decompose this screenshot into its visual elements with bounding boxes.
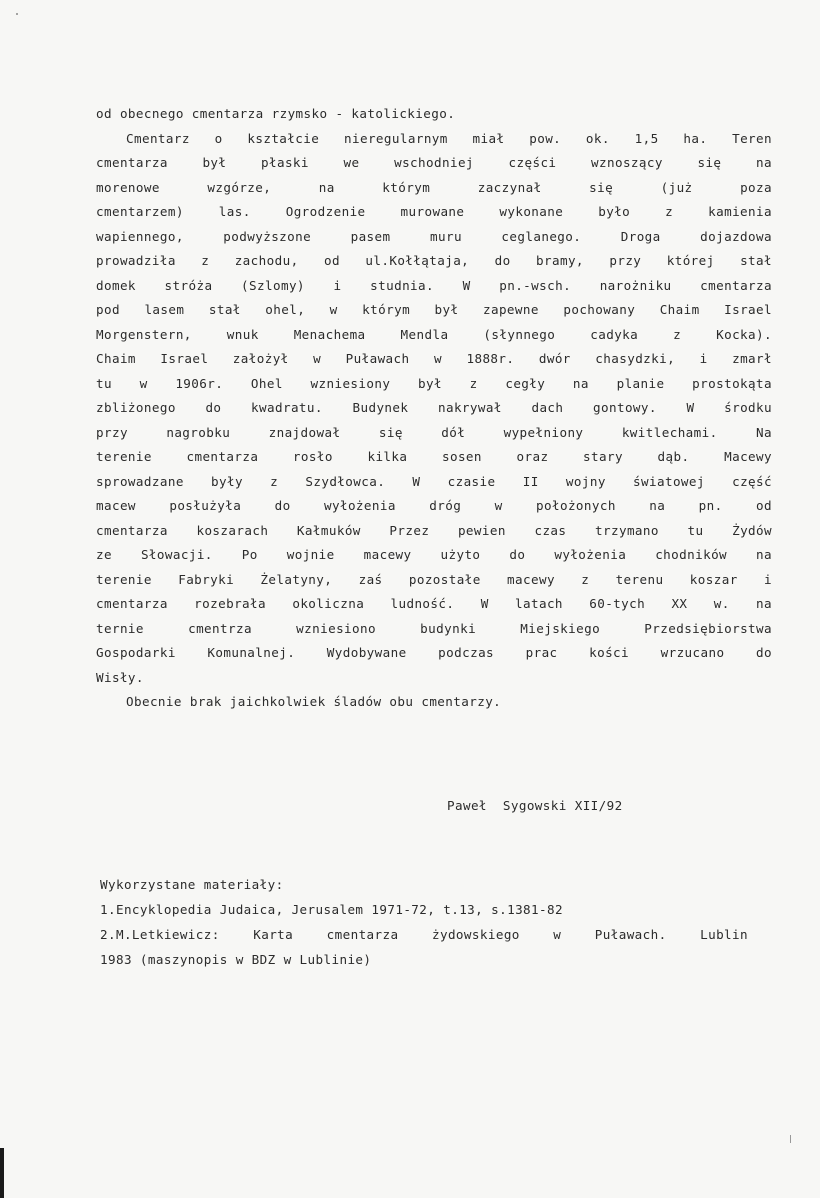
- text-line: wapiennego, podwyższone pasem muru ceglanego. Droga dojazdowa: [96, 228, 772, 244]
- text-line: sprowadzane były z Szydłowca. W czasie II wojny światowej część: [96, 473, 772, 489]
- scan-speck: [16, 13, 18, 15]
- text-line: prowadziła z zachodu, od ul.Kołłątaja, do bramy, przy której stał: [96, 253, 772, 268]
- text-line: Gospodarki Komunalnej. Wydobywane podczas prac kości wrzucano do: [96, 645, 772, 660]
- text-line: ze Słowacji. Po wojnie macewy użyto do wyłożenia chodników na: [96, 547, 772, 562]
- text-line: terenie cmentarza rosło kilka sosen oraz stary dąb. Macewy: [96, 449, 772, 464]
- scan-mark: [790, 1135, 791, 1143]
- text-line: Obecnie brak jaichkolwiek śladów obu cmentarzy.: [126, 694, 502, 709]
- text-line: zbliżonego do kwadratu. Budynek nakrywał dach gontowy. W środku: [96, 400, 772, 415]
- text-line: morenowe wzgórze, na którym zaczynał się (już poza: [96, 179, 772, 195]
- text-line: terenie Fabryki Żelatyny, zaś pozostałe macewy z terenu koszar i: [96, 571, 772, 587]
- text-line: Wisły.: [96, 669, 144, 685]
- source-item: 1983 (maszynopis w BDZ w Lublinie): [100, 952, 372, 967]
- text-line: domek stróża (Szlomy) i studnia. W pn.-wsch. narożniku cmentarza: [96, 277, 772, 293]
- text-line: cmentarza rozebrała okoliczna ludność. W latach 60-tych XX w. na: [96, 596, 772, 611]
- source-item: 2.M.Letkiewicz: Karta cmentarza żydowskiego w Puławach. Lublin: [100, 927, 748, 942]
- text-line: Morgenstern, wnuk Menachema Mendla (słynnego cadyka z Kocka).: [96, 326, 772, 342]
- text-line: od obecnego cmentarza rzymsko - katolickiego.: [96, 106, 456, 121]
- text-line: pod lasem stał ohel, w którym był zapewne pochowany Chaim Israel: [96, 302, 772, 317]
- sources-section: [100, 872, 748, 972]
- text-line: cmentarza koszarach Kałmuków Przez pewien czas trzymano tu Żydów: [96, 522, 772, 538]
- text-line: tu w 1906r. Ohel wzniesiony był z cegły na planie prostokąta: [96, 375, 772, 391]
- text-line: cmentarza był płaski we wschodniej części wznoszący się na: [96, 155, 772, 170]
- text-line: ternie cmentrza wzniesiono budynki Miejskiego Przedsiębiorstwa: [96, 620, 772, 636]
- text-line: Chaim Israel założył w Puławach w 1888r. dwór chasydzki, i zmarł: [96, 351, 772, 366]
- text-line: macew posłużyła do wyłożenia dróg w położonych na pn. od: [96, 498, 772, 513]
- text-line: cmentarzem) las. Ogrodzenie murowane wykonane było z kamienia: [96, 204, 772, 219]
- text-line: Cmentarz o kształcie nieregularnym miał pow. ok. 1,5 ha. Teren: [126, 130, 772, 146]
- main-text: [96, 102, 772, 715]
- text-line: przy nagrobku znajdował się dół wypełniony kwitlechami. Na: [96, 424, 772, 440]
- source-item: 1.Encyklopedia Judaica, Jerusalem 1971-72, t.13, s.1381-82: [100, 902, 563, 917]
- sources-heading: Wykorzystane materiały:: [100, 877, 284, 892]
- scan-edge-shadow: [0, 1148, 4, 1198]
- author-signature: Paweł Sygowski XII/92: [447, 798, 623, 813]
